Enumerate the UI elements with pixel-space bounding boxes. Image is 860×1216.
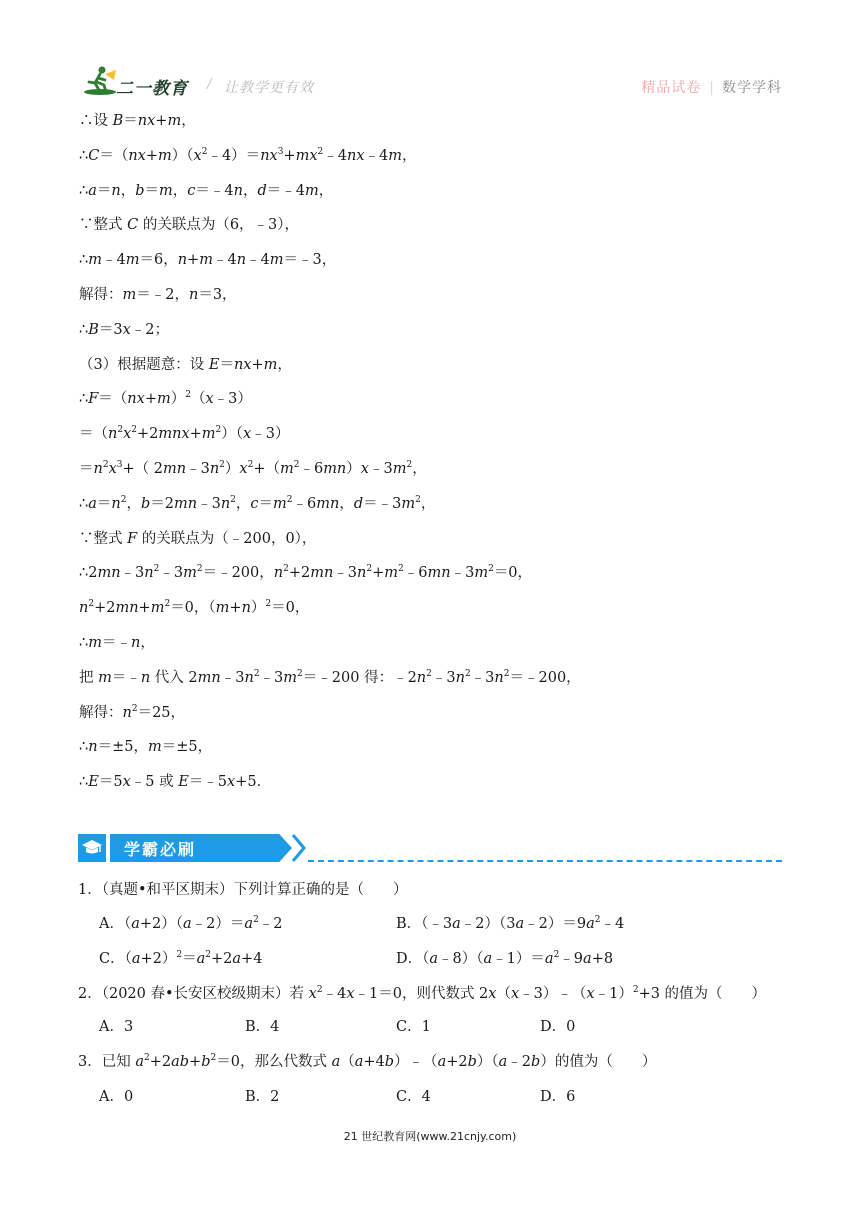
section-title: 学霸必刷 [124,840,197,859]
solution-line: ∴m＝﹣n， [79,634,155,651]
solution-line: $\therefore C=(nx+m)(x^2﹣4)=nx^3+mx^2﹣4nx﹣4m$， [79,146,417,164]
header-subject [641,77,782,97]
question-3-option-d: D．6 [540,1089,576,1105]
question-3-option-a: A．0 [99,1089,134,1105]
question-1-stem: 1．（真题•和平区期末）下列计算正确的是（ ） [78,882,408,898]
question-3-option-b: B．2 [245,1089,280,1105]
question-1-option-b: B．$(﹣3a﹣2)(3a﹣2)=9a^2﹣4$ [396,915,625,932]
solution-line: $=n^2x^3+$（ $2mn﹣3n^2)x^2+(m^2﹣6mn)x﹣3m^2$， [79,459,427,477]
header-label-subject: 数学学科 [722,80,782,96]
solution-line: $n^2+2mn+m^2=0$，$(m+n)^2=0$， [79,599,310,617]
solution-line: ∴m﹣4m＝6，n+m﹣4n﹣4m＝﹣3， [79,252,337,269]
graduation-cap-icon [78,834,106,862]
solution-line: ∴a＝n，b＝m，c＝﹣4n，d＝﹣4m， [79,182,334,199]
question-1-option-a: A．$(a+2)(a﹣2)=a^2﹣2$ [99,915,283,932]
section-dashed-divider [308,860,782,862]
solution-line: ∴B＝3x﹣2； [79,321,170,338]
header-label-premium: 精品试卷 [641,80,702,96]
section-icon-box [78,834,106,862]
solution-line: （3）根据题意：设 E＝nx+m， [79,356,292,373]
question-2-option-d: D．0 [540,1019,576,1035]
solution-line: $=(n^2x^2+2mnx+m^2)(x﹣3)$ [79,425,290,443]
chevron-right-icon [290,833,308,863]
question-2-stem: 2．（2020 春•长安区校级期末）若 $x^2﹣4x﹣1=0$，则代数式 2x（x﹣3）﹣（x﹣1）$^2$+3 的值为（ ） [78,985,767,1002]
solution-line: 解得：m＝﹣2，n＝3， [79,286,237,303]
header-divider: | [709,80,714,96]
question-3-option-c: C．4 [396,1089,431,1105]
logo-text: 二一教育 [116,79,188,99]
slogan-separator: / [207,77,212,92]
question-2-option-a: A．3 [99,1019,134,1035]
solution-line: ∴n＝±5，m＝±5， [79,739,213,756]
solution-line: ∵整式 F 的关联点为（﹣200，0）， [79,530,317,547]
question-1-option-d: D．$(a﹣8)(a﹣1)=a^2﹣9a+8$ [396,950,614,967]
question-2-option-c: C．1 [396,1019,431,1035]
solution-line: $\therefore a=n^2$，$b=2mn﹣3n^2$，$c=m^2﹣6mn$，$d=﹣3m^2$， [79,494,436,512]
question-2-option-b: B．4 [245,1019,280,1035]
page-header [78,62,782,110]
question-1-option-c: C．$(a+2)^2=a^2+2a+4$ [99,950,263,967]
solution-block [79,110,779,806]
solution-line: 把 m＝﹣n 代入 $2mn﹣3n^2﹣3m^2=﹣200$ 得：$﹣2n^2﹣3n^2﹣3n^2=﹣200$， [79,668,581,686]
solution-line: ∵整式 C 的关联点为（6，﹣3）， [79,217,300,234]
solution-line: $\therefore F=(nx+m)^2(x﹣3)$ [79,390,252,408]
slogan: 让教学更有效 [224,80,314,96]
solution-line: ∴E＝5x﹣5 或 E＝﹣5x+5． [79,774,272,791]
section-banner [78,832,782,864]
solution-line: 解得：$n^2=25$， [79,703,186,721]
runner-logo-icon [78,64,120,98]
solution-line: ∴设 B＝nx+m， [79,113,196,129]
solution-line: $\therefore 2mn﹣3n^2﹣3m^2=﹣200$，$n^2+2mn﹣3n^2+m^2﹣6mn﹣3m^2=0$， [79,564,533,582]
page-footer: 21 世纪教育网(www.21cnjy.com) [343,1130,517,1143]
question-3-stem: 3．已知 $a^2+2ab+b^2=0$，那么代数式 a（a+4b）﹣（a+2b）（a﹣2b）的值为（ ） [78,1053,657,1070]
